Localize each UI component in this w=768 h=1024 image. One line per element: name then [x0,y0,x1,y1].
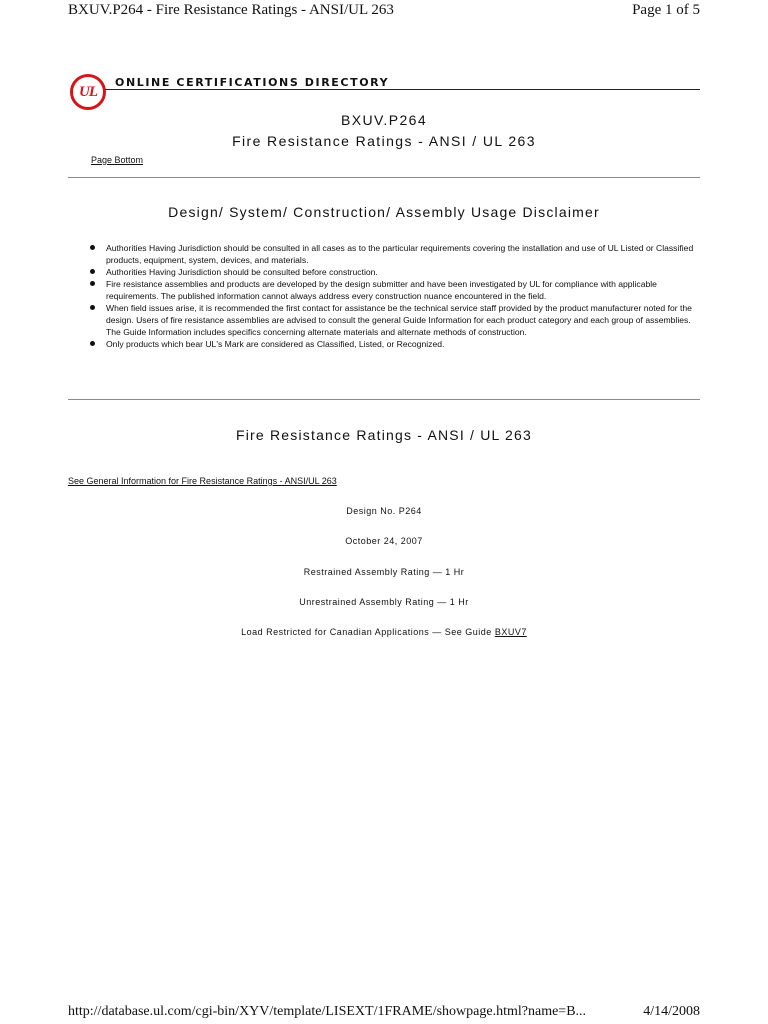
design-number: Design No. P264 [346,506,422,516]
disclaimer-item: Authorities Having Jurisdiction should be consulted before construction. [89,266,701,278]
print-footer-date: 4/14/2008 [643,1004,700,1019]
restrained-rating: Restrained Assembly Rating — 1 Hr [303,567,465,577]
unrestrained-rating: Unrestrained Assembly Rating — 1 Hr [299,597,469,607]
disclaimer-item: Fire resistance assemblies and products are developed by the design submitter and have been investigated by UL for compliance with applicable requirements. The published information cannot always address every construction nuance encountered in the field. [89,278,701,302]
load-restricted-text: Load Restricted for Canadian Applications — See Guide [241,627,492,637]
document-code: BXUV.P264 [340,112,428,128]
section-title: Fire Resistance Ratings - ANSI / UL 263 [235,427,533,443]
disclaimer-heading: Design/ System/ Construction/ Assembly Usage Disclaimer [168,204,600,220]
general-information-link[interactable]: See General Information for Fire Resistance Ratings - ANSI/UL 263 [68,476,337,486]
disclaimer-item: When field issues arise, it is recommended the first contact for assistance be the technical service staff provided by the product manufacturer noted for the design. Users of fire resistance assemblies are advised to consult the general Guide Information for each product category and each group of assemblies. The Guide Information includes specifics concerning alternate materials and alternate methods of construction. [89,302,701,338]
banner-rule [100,89,700,90]
disclaimer-item: Only products which bear UL's Mark are considered as Classified, Listed, or Recognized. [89,338,701,350]
design-date: October 24, 2007 [345,536,423,546]
document-title: Fire Resistance Ratings - ANSI / UL 263 [232,133,536,149]
print-header-title: BXUV.P264 - Fire Resistance Ratings - ANSI/UL 263 [68,2,394,18]
disclaimer-item: Authorities Having Jurisdiction should be consulted in all cases as to the particular requirements covering the installation and use of UL Listed or Classified products, equipment, system, devices, and materials. [89,242,701,266]
ul-logo-text: UL [79,84,97,100]
print-footer-url: http://database.ul.com/cgi-bin/XYV/template/LISEXT/1FRAME/showpage.html?name=B... [68,1004,587,1019]
divider [68,399,700,400]
ul-directory-banner [68,70,700,110]
page-bottom-link[interactable]: Page Bottom [91,155,144,165]
print-header-page-number: Page 1 of 5 [632,2,700,18]
ul-logo [70,74,106,110]
directory-title: ONLINE CERTIFICATIONS DIRECTORY [115,76,390,89]
load-restricted-line [0,627,768,637]
disclaimer-list [89,242,701,350]
divider [68,177,700,178]
guide-bxuv7-link[interactable]: BXUV7 [494,627,527,637]
